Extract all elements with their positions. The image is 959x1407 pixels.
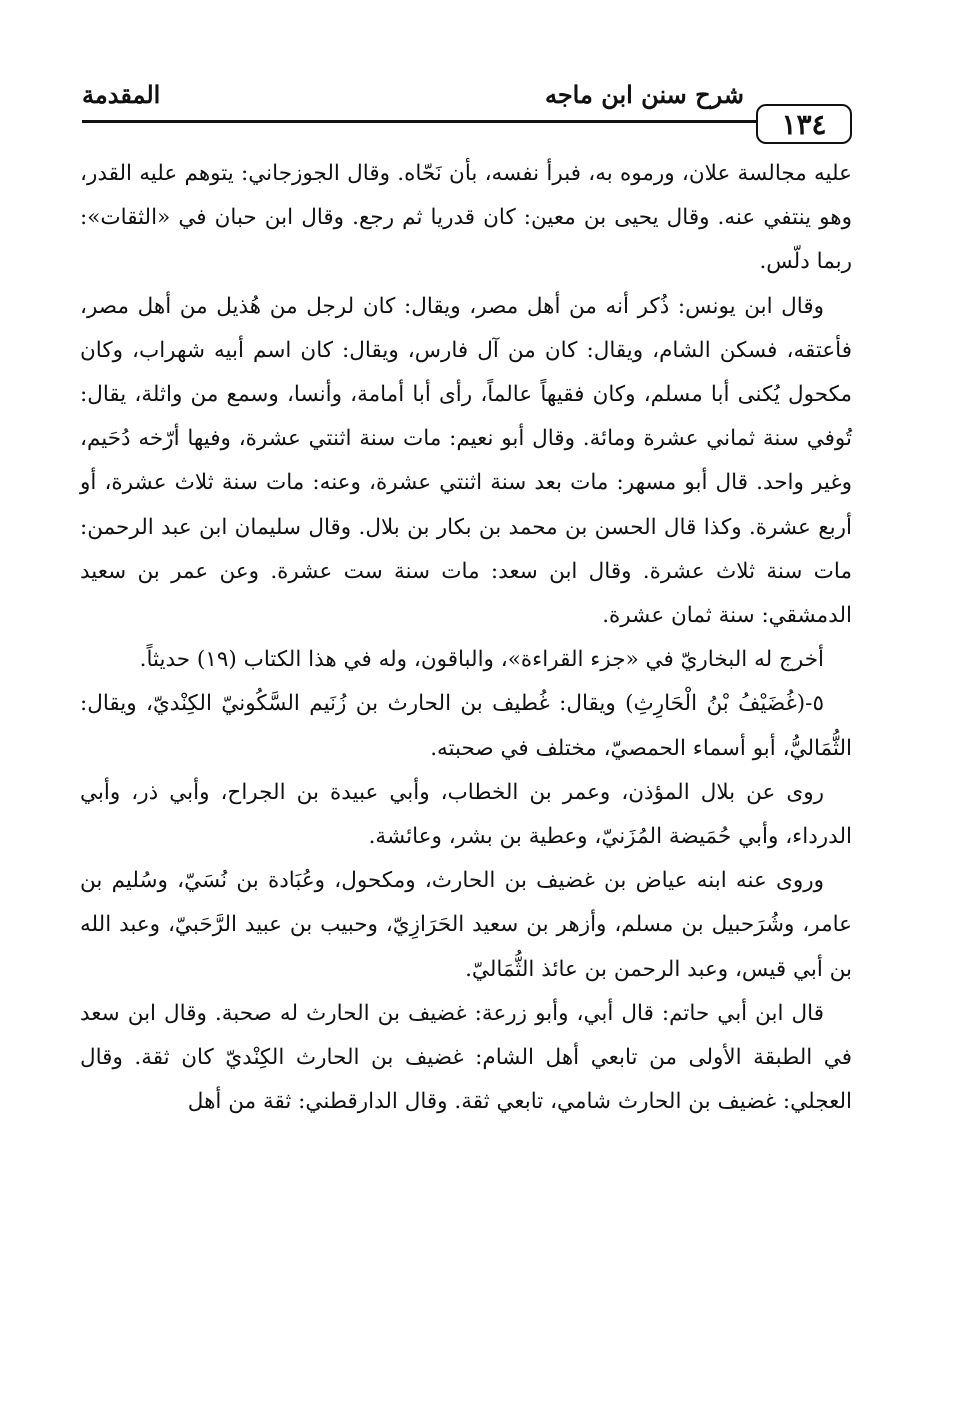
narrator-entry: ٥-(غُضَيْفُ بْنُ الْحَارِثِ) ويقال: غُطيف بن الحارث بن زُنَيم السَّكُونيّ الكِنْديّ، ويقال: الثُّمَاليُّ، أبو أسماء الحمصيّ، مختلف في صحبته.: [80, 691, 852, 761]
book-title: شرح سنن ابن ماجه: [544, 80, 744, 109]
section-title: المقدمة: [82, 80, 161, 109]
header-rule: [82, 120, 758, 123]
page-number: ١٣٤: [756, 104, 852, 144]
paragraph: قال ابن أبي حاتم: قال أبي، وأبو زرعة: غضيف بن الحارث له صحبة. وقال ابن سعد في الطبقة الأولى من تابعي أهل الشام: غضيف بن الحارث الكِنْديّ كان ثقة. وقال العجلي: غضيف بن الحارث شامي، تابعي ثقة. وقال الدارقطني: ثقة من أهل: [80, 1000, 852, 1115]
paragraph: وروى عنه ابنه عياض بن غضيف بن الحارث، ومكحول، وعُبَادة بن نُسَيّ، وسُليم بن عامر، وشُرَحبيل بن مسلم، وأزهر بن سعيد الحَرَازِيّ، وحبيب بن عبيد الرَّحَبيّ، وعبد الله بن أبي قيس، وعبد الرحمن بن عائذ الثُّمَاليّ.: [80, 868, 852, 982]
paragraph: روى عن بلال المؤذن، وعمر بن الخطاب، وأبي عبيدة بن الجراح، وأبي ذر، وأبي الدرداء، وأبي حُمَيضة المُزَنيّ، وعطية بن بشر، وعائشة.: [80, 779, 852, 850]
paragraph: وقال ابن يونس: ذُكر أنه من أهل مصر، ويقال: كان لرجل من هُذيل من أهل مصر، فأعتقه، فسكن الشام، ويقال: كان من آل فارس، ويقال: كان اسم أبيه شهراب، وكان مكحول يُكنى أبا مسلم، وكان فقيهاً عالماً، رأى أبا أمامة، وأنسا، وسمع من واثلة، يقال: تُوفي سنة ثماني عشرة ومائة. وقال أبو نعيم: مات سنة اثنتي عشرة، وفيها أرّخه دُحَيم، وغير واحد. قال أبو مسهر: مات بعد سنة اثنتي عشرة، وعنه: مات سنة ثلاث عشرة، أو أربع عشرة. وكذا قال الحسن بن محمد بن بكار بن بلال. وقال سليمان ابن عبد الرحمن: مات سنة ثلاث عشرة. وقال ابن سعد: مات سنة ست عشرة. وعن عمر بن سعيد الدمشقي: سنة ثمان عشرة.: [80, 293, 852, 629]
paragraph: أخرج له البخاريّ في «جزء القراءة»، والباقون، وله في هذا الكتاب (١٩) حديثاً.: [139, 647, 824, 673]
paragraph: عليه مجالسة علان، ورموه به، فبرأ نفسه، بأن نَحّاه. وقال الجوزجاني: يتوهم عليه القدر، وهو ينتفي عنه. وقال يحيى بن معين: كان قدريا ثم رجع. وقال ابن حبان في «الثقات»: ربما دلّس.: [80, 161, 852, 275]
page-header: [82, 78, 852, 148]
page-body: [80, 152, 852, 1124]
